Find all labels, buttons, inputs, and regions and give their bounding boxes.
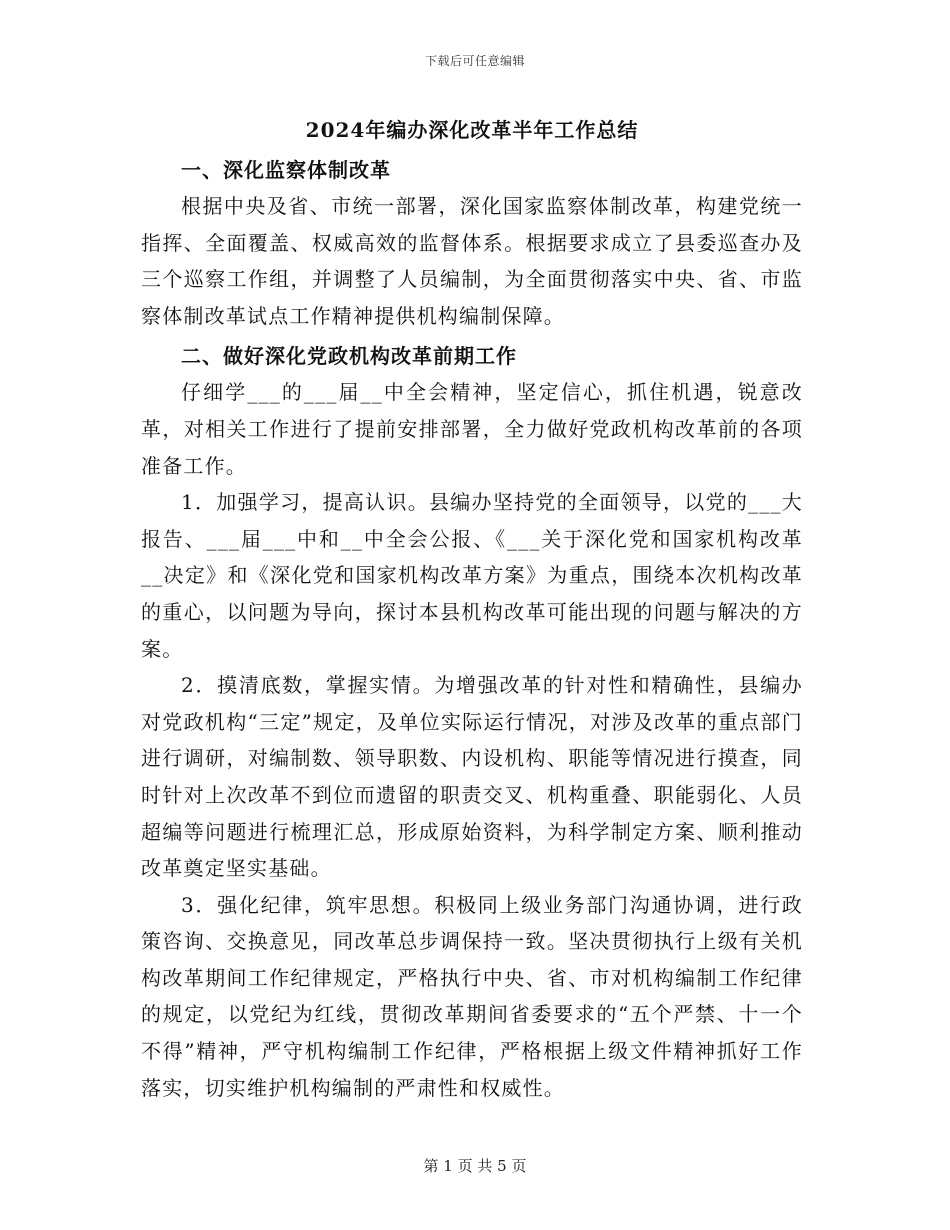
document-title: 2024年编办深化改革半年工作总结 (305, 118, 639, 142)
paragraph: 根据中央及省、市统一部署，深化国家监察体制改革，构建党统一指挥、全面覆盖、权威高效的监督体系。根据要求成立了县委巡查办及三个巡察工作组，并调整了人员编制，为全面贯彻落实中央、省、市监察体制改革试点工作精神提供机构编制保障。 (141, 194, 803, 328)
paragraph: 3．强化纪律，筑牢思想。积极同上级业务部门沟通协调，进行政策咨询、交换意见，同改革总步调保持一致。坚决贯彻执行上级有关机构改革期间工作纪律规定，严格执行中央、省、市对机构编制工作纪律的规定，以党纪为红线，贯彻改革期间省委要求的“五个严禁、十一个不得”精神，严守机构编制工作纪律，严格根据上级文件精神抓好工作落实，切实维护机构编制的严肃性和权威性。 (141, 892, 803, 1100)
page-header-note: 下载后可任意编辑 (424, 54, 525, 68)
section-heading: 一、深化监察体制改革 (181, 158, 391, 182)
paragraph: 仔细学___的___届__中全会精神，坚定信心，抓住机遇，锐意改革，对相关工作进行了提前安排部署，全力做好党政机构改革前的各项准备工作。 (141, 380, 803, 478)
section-1 (141, 152, 803, 334)
section-heading: 二、做好深化党政机构改革前期工作 (181, 344, 517, 369)
page-number-footer: 第 1 页 共 5 页 (423, 1157, 527, 1175)
section-2 (141, 338, 803, 1106)
document-body (141, 112, 803, 1106)
paragraph: 2．摸清底数，掌握实情。为增强改革的针对性和精确性，县编办对党政机构“三定”规定，及单位实际运行情况，对涉及改革的重点部门进行调研，对编制数、领导职数、内设机构、职能等情况进行摸查，同时针对上次改革不到位而遗留的职责交叉、机构重叠、职能弱化、人员超编等问题进行梳理汇总，形成原始资料，为科学制定方案、顺利推动改革奠定坚实基础。 (141, 673, 803, 881)
paragraph: 1．加强学习，提高认识。县编办坚持党的全面领导，以党的___大报告、___届___中和__中全会公报、《___关于深化党和国家机构改革__决定》和《深化党和国家机构改革方案》为重点，围绕本次机构改革的重心，以问题为导向，探讨本县机构改革可能出现的问题与解决的方案。 (141, 490, 803, 661)
